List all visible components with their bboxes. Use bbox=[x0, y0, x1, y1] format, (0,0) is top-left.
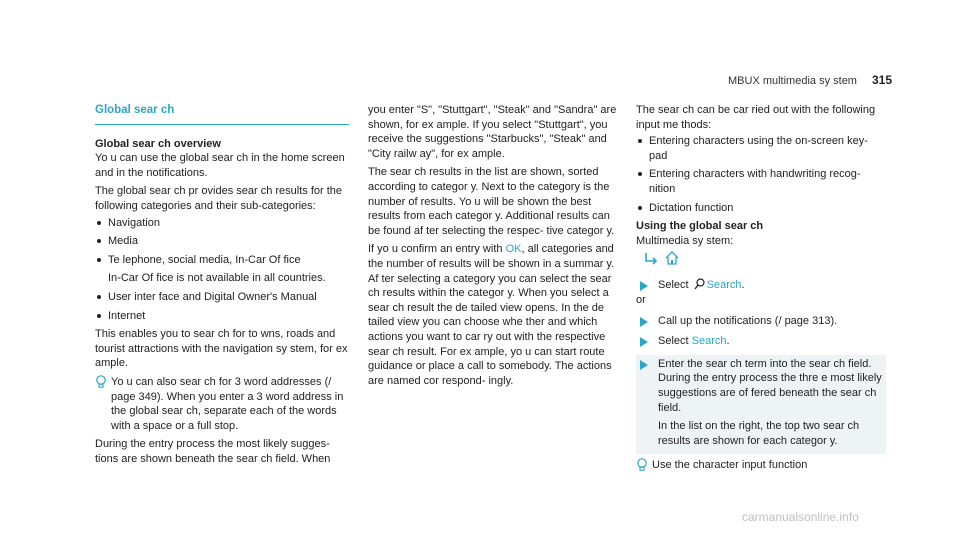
text-run: Select bbox=[658, 279, 692, 292]
overview-heading: Global sear ch overview bbox=[95, 137, 221, 150]
column-middle bbox=[368, 103, 620, 388]
step-arrow-icon bbox=[640, 317, 648, 327]
section-divider bbox=[95, 124, 349, 125]
list-item: Entering characters with handwriting recog‐ nition bbox=[636, 167, 886, 196]
info-bulb-icon bbox=[636, 458, 648, 472]
text-run: Select bbox=[658, 335, 692, 348]
search-link: Search bbox=[706, 279, 742, 292]
input-methods-list bbox=[636, 134, 886, 215]
paragraph: The global sear ch pr ovides sear ch results for the following categories and their sub-categories: bbox=[95, 185, 343, 212]
info-note bbox=[95, 375, 350, 433]
step-arrow-icon bbox=[640, 337, 648, 347]
step-text: Enter the sear ch term into the sear ch field. During the entry process the thre e most likely suggestions are of fered beneath the sear ch field. bbox=[658, 357, 882, 414]
system-label: Multimedia sy stem: bbox=[636, 234, 734, 247]
instruction-step bbox=[636, 314, 886, 329]
step-text: Call up the notifications (/ page 313). bbox=[658, 314, 838, 327]
list-item-subnote: In-Car Of fice is not available in all countries. bbox=[108, 272, 326, 285]
section-title: Global sear ch bbox=[95, 104, 175, 116]
page-number: 315 bbox=[872, 73, 893, 87]
text-run: If yo u confirm an entry with bbox=[368, 243, 506, 256]
paragraph: The sear ch can be car ried out with the following input me thods: bbox=[636, 104, 876, 131]
using-heading: Using the global sear ch bbox=[636, 220, 764, 233]
step-arrow-icon bbox=[640, 281, 648, 291]
info-note-text: Yo u can also sear ch for 3 word addresses (/ page 349). When you enter a 3 word address in the global sear ch, separate each of the words with a space or a full stop. bbox=[111, 375, 344, 432]
text-run: , all categories and the number of results will be shown in a summar y. Af ter selecting a category you can select the sear ch results within the categor y. When you select a sear ch result the de tailed view opens. In the de tailed view you can choose whe ther and which actions you want to car ry out with the respective sear ch result. For ex ample, yo u can start route guidance or place a call to somebody. The actions are named cor respond‐ ingly. bbox=[368, 243, 615, 387]
list-item: Te lephone, social media, In-Car Of fice bbox=[95, 253, 350, 268]
info-note-text: Use the character input function bbox=[652, 459, 808, 472]
paragraph: The sear ch results in the list are shown, sorted according to categor y. Next to the category is the number of results. Yo u will be shown the best results from each categor y. Additional results can be found af ter selecting the respec‐ tive categor y. bbox=[368, 166, 615, 237]
home-icon bbox=[664, 250, 680, 266]
column-left bbox=[95, 103, 350, 466]
list-item: Internet bbox=[95, 309, 350, 324]
search-link: Search bbox=[691, 335, 727, 348]
instruction-step bbox=[636, 334, 886, 349]
list-item: Dictation function bbox=[636, 201, 886, 216]
paragraph: you enter "S", "Stuttgart", "Steak" and "Sandra" are shown, for ex ample. If you select "Stuttgart", you receive the suggestions "Starbucks", "Steak" and "City railw ay", for ex ample. bbox=[368, 104, 617, 160]
paragraph: Yo u can use the global sear ch in the home screen and in the notifications. bbox=[95, 152, 345, 179]
text-run: . bbox=[726, 335, 730, 348]
paragraph bbox=[368, 242, 620, 388]
list-item: Media bbox=[95, 234, 350, 249]
watermark: carmanualsonline.info bbox=[742, 510, 859, 524]
list-item: Navigation bbox=[95, 216, 350, 231]
info-bulb-icon bbox=[95, 375, 107, 389]
step-text: In the list on the right, the top two sear ch results are shown for each categor y. bbox=[658, 420, 860, 447]
instruction-step bbox=[636, 278, 886, 293]
list-item: User inter face and Digital Owner's Manual bbox=[95, 290, 350, 305]
step-arrow-icon bbox=[640, 360, 648, 370]
search-icon bbox=[694, 278, 705, 290]
column-right bbox=[636, 103, 886, 477]
category-list bbox=[95, 216, 350, 268]
text-run: . bbox=[741, 279, 745, 292]
ok-softkey-label: OK bbox=[505, 243, 522, 256]
paragraph: This enables you to sear ch for to wns, roads and tourist attractions with the navigation sy stem, for ex ample. bbox=[95, 328, 348, 370]
list-item: Entering characters using the on-screen key‐ pad bbox=[636, 134, 886, 163]
info-note bbox=[636, 458, 886, 473]
running-header-title: MBUX multimedia sy stem bbox=[728, 75, 857, 87]
paragraph: During the entry process the most likely sugges‐ tions are shown beneath the sear ch field. When bbox=[95, 438, 331, 465]
or-label: or bbox=[636, 293, 646, 306]
category-list-cont bbox=[95, 290, 350, 323]
navigation-path bbox=[636, 250, 886, 272]
instruction-step-highlighted bbox=[636, 355, 886, 455]
navigation-arrow-icon bbox=[644, 252, 658, 266]
